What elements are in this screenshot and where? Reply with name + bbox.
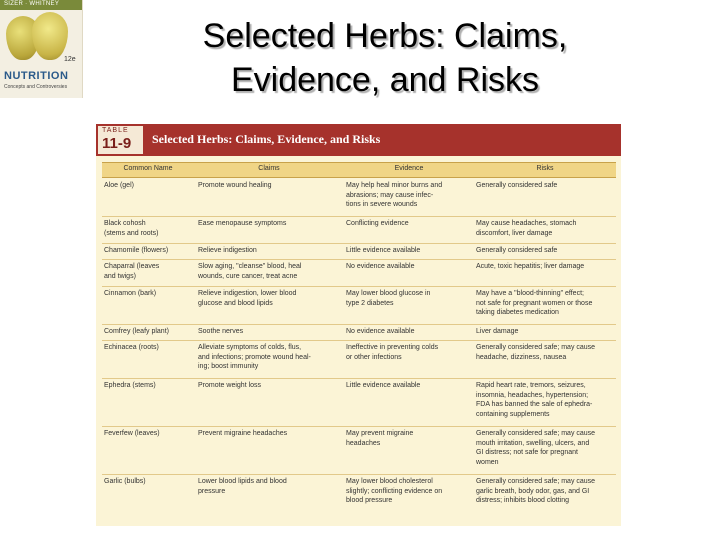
pear-illustration bbox=[32, 12, 68, 60]
table-number: 11-9 bbox=[102, 135, 132, 152]
cell-risks: Generally considered safe bbox=[476, 182, 558, 189]
table-row bbox=[102, 287, 616, 325]
cell-name: Chaparral (leaves and twigs) bbox=[104, 263, 160, 280]
table-body bbox=[102, 179, 616, 512]
cell-claims: Prevent migraine headaches bbox=[198, 430, 288, 437]
table-row bbox=[102, 179, 616, 217]
table-label-word: TABLE bbox=[102, 127, 129, 134]
cell-name: Comfrey (leafy plant) bbox=[104, 328, 169, 335]
cell-claims: Relieve indigestion, lower blood glucose and blood lipids bbox=[198, 290, 297, 307]
cell-name: Ephedra (stems) bbox=[104, 382, 156, 389]
cell-risks: Liver damage bbox=[476, 328, 519, 335]
table-row bbox=[102, 475, 616, 512]
table-row bbox=[102, 427, 616, 475]
slide-title-line-1: Selected Herbs: Claims, bbox=[202, 17, 568, 55]
table-row bbox=[102, 325, 616, 341]
cell-evidence: Conflicting evidence bbox=[346, 220, 409, 227]
cell-name: Cinnamon (bark) bbox=[104, 290, 157, 297]
cell-name: Feverfew (leaves) bbox=[104, 430, 160, 437]
cell-name: Chamomile (flowers) bbox=[104, 247, 169, 254]
cover-authors: SIZER · WHITNEY bbox=[4, 1, 60, 7]
cell-name: Black cohosh (stems and roots) bbox=[104, 220, 159, 237]
slide-title-line-2: Evidence, and Risks bbox=[230, 61, 540, 99]
cell-evidence: May help heal minor burns and abrasions; may cause infec- tions in severe wounds bbox=[346, 182, 443, 209]
cell-evidence: No evidence available bbox=[346, 263, 415, 270]
table-header-bar bbox=[96, 124, 621, 156]
cell-evidence: No evidence available bbox=[346, 328, 415, 335]
table-row bbox=[102, 260, 616, 287]
cell-evidence: May prevent migraine headaches bbox=[346, 430, 414, 447]
cell-evidence: Ineffective in preventing colds or other infections bbox=[346, 344, 439, 361]
cell-risks: May cause headaches, stomach discomfort, liver damage bbox=[476, 220, 577, 237]
cell-name: Echinacea (roots) bbox=[104, 344, 159, 351]
table-row bbox=[102, 379, 616, 427]
slide-title bbox=[150, 14, 620, 102]
cell-risks: Rapid heart rate, tremors, seizures, insomnia, headaches, hypertension; FDA has banned the sale of ephedra- containing supplements bbox=[476, 382, 593, 418]
cell-evidence: Little evidence available bbox=[346, 247, 421, 254]
book-cover-image bbox=[0, 0, 83, 98]
cell-claims: Alleviate symptoms of colds, flus, and infections; promote wound heal- ing; boost immunity bbox=[198, 344, 311, 371]
cell-risks: Generally considered safe bbox=[476, 247, 558, 254]
cell-claims: Soothe nerves bbox=[198, 328, 244, 335]
herbs-table bbox=[96, 124, 621, 526]
cell-risks: Generally considered safe; may cause mouth irritation, swelling, ulcers, and GI distress; not safe for pregnant women bbox=[476, 430, 596, 466]
column-header-claims: Claims bbox=[258, 165, 280, 172]
column-header-name: Common Name bbox=[123, 165, 173, 172]
table-heading: Selected Herbs: Claims, Evidence, and Risks bbox=[152, 132, 381, 146]
cell-claims: Lower blood lipids and blood pressure bbox=[198, 478, 287, 495]
cell-evidence: May lower blood cholesterol slightly; conflicting evidence on blood pressure bbox=[346, 478, 443, 505]
cell-claims: Slow aging, "cleanse" blood, heal wounds, cure cancer, treat acne bbox=[198, 263, 302, 280]
cell-claims: Ease menopause symptoms bbox=[198, 220, 287, 227]
cell-claims: Promote wound healing bbox=[198, 182, 272, 189]
cell-name: Aloe (gel) bbox=[104, 182, 134, 189]
column-header-evidence: Evidence bbox=[394, 165, 424, 172]
table-label-box bbox=[98, 126, 143, 154]
column-header-risks: Risks bbox=[536, 165, 554, 172]
cell-evidence: May lower blood glucose in type 2 diabetes bbox=[346, 290, 431, 307]
cell-claims: Promote weight loss bbox=[198, 382, 262, 389]
cell-risks: Generally considered safe; may cause headache, dizziness, nausea bbox=[476, 344, 596, 361]
table-row bbox=[102, 217, 616, 244]
cover-subtitle: Concepts and Controversies bbox=[4, 84, 68, 90]
cell-risks: Generally considered safe; may cause garlic breath, body odor, gas, and GI distress; inhibits blood clotting bbox=[476, 478, 596, 505]
cell-claims: Relieve indigestion bbox=[198, 247, 257, 254]
cell-risks: Acute, toxic hepatitis; liver damage bbox=[476, 263, 585, 270]
cover-title: NUTRITION bbox=[4, 70, 69, 82]
cell-risks: May have a "blood-thinning" effect; not safe for pregnant women or those taking diabetes medication bbox=[476, 290, 593, 317]
column-headers bbox=[102, 162, 616, 178]
cover-edition: 12e bbox=[64, 56, 76, 63]
table-row bbox=[102, 244, 616, 260]
table-row bbox=[102, 341, 616, 379]
cell-name: Garlic (bulbs) bbox=[104, 478, 146, 485]
cell-evidence: Little evidence available bbox=[346, 382, 421, 389]
